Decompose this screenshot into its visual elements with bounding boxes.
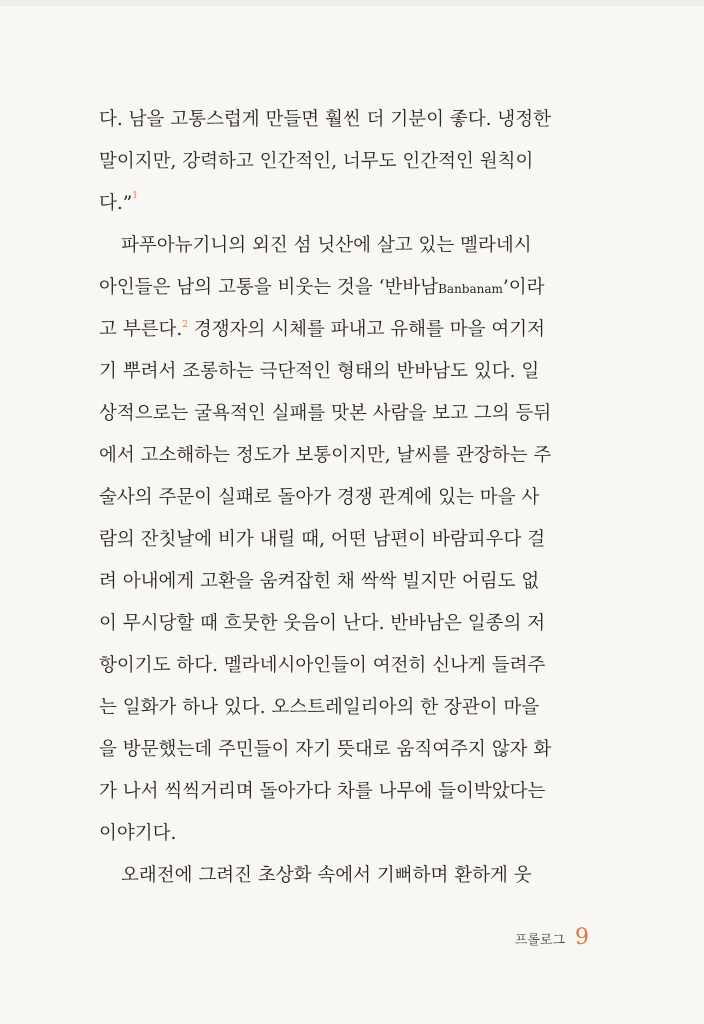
text-line: 는 일화가 하나 있다. 오스트레일리아의 한 장관이 마을 [99,697,540,718]
text-line: 다. 남을 고통스럽게 만들면 훨씬 더 기분이 좋다. 냉정한 [99,109,551,130]
text-line: 술사의 주문이 실패로 돌아가 경쟁 관계에 있는 마을 사 [99,487,540,508]
footnote-marker: 2 [182,320,188,330]
text-line: 려 아내에게 고환을 움켜잡힌 채 싹싹 빌지만 어림도 없 [99,571,540,592]
text-line: 고 부른다.$^2$ 경쟁자의 시체를 파내고 유해를 마을 여기저 [99,319,545,340]
text-line: 가 나서 씩씩거리며 돌아가다 차를 나무에 들이박았다는 [99,781,546,802]
page-number: 9 [575,925,589,950]
text-line: 을 방문했는데 주민들이 자기 뜻대로 움직여주지 않자 화 [99,739,552,760]
running-footer-title: 프롤로그 [514,933,565,948]
text-line: 에서 고소해하는 정도가 보통이지만, 날씨를 관장하는 주 [99,445,552,466]
text-line: 다.” 1 [99,183,619,225]
body-text [99,99,619,897]
text-line: 이야기다. [99,823,177,844]
text-line: 이 무시당할 때 흐뭇한 웃음이 난다. 반바남은 일종의 저 [99,613,546,634]
text-line: 기 뿌려서 조롱하는 극단적인 형태의 반바남도 있다. 일 [99,361,540,382]
text-line: 파푸아뉴기니의 외진 섬 닛산에 살고 있는 멜라네시 [121,235,532,256]
text-line: 오래전에 그려진 초상화 속에서 기뻐하며 환하게 웃 [121,865,532,886]
page-footer [0,925,589,950]
text-line: 상적으로는 굴욕적인 실패를 맛본 사람을 보고 그의 등뒤 [99,403,552,424]
latin-term: Banbanam [438,282,503,296]
text-line: 아인들은 남의 고통을 비웃는 것을 ‘반바남Banbanam’이라 [99,277,545,298]
text-line: 람의 잔칫날에 비가 내릴 때, 어떤 남편이 바람피우다 걸 [99,529,546,550]
text-line: 항이기도 하다. 멜라네시아인들이 여전히 신나게 들려주 [99,655,546,676]
text-line: 말이지만, 강력하고 인간적인, 너무도 인간적인 원칙이 [99,151,534,172]
footnote-marker: 1 [132,191,138,201]
